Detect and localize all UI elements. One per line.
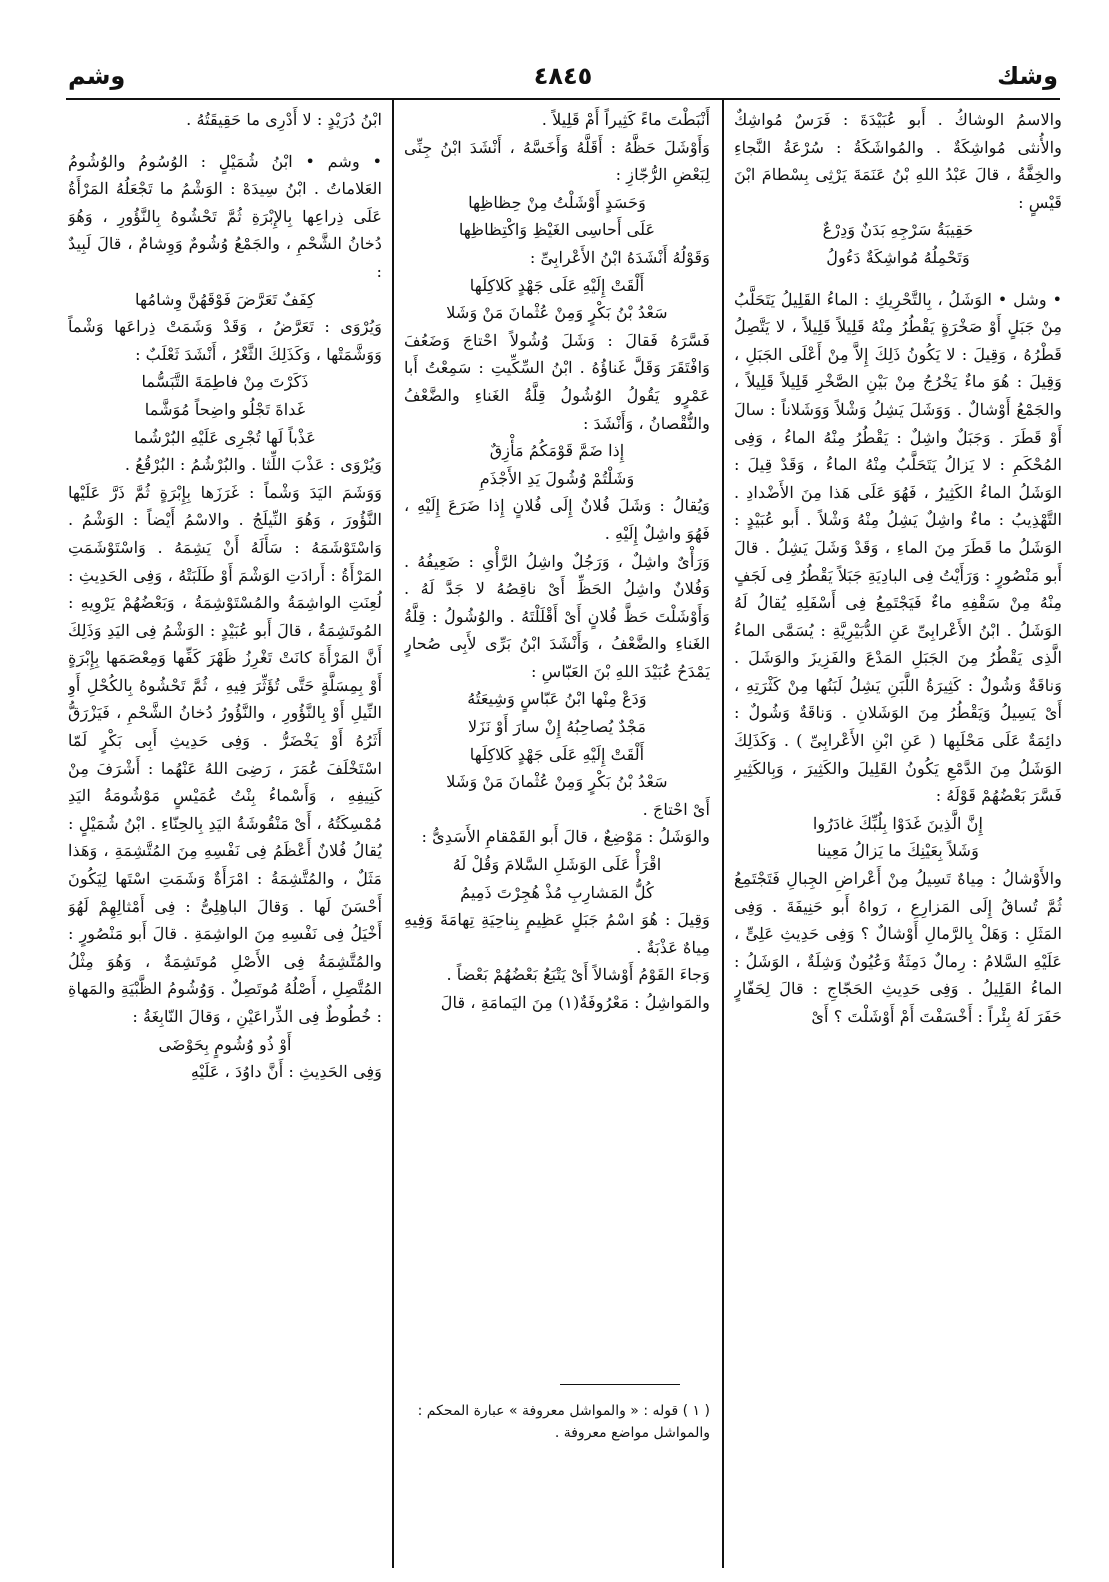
- page-header: [68, 62, 1058, 100]
- verse-line: سَعْدُ بْنُ بَكْرٍ وَمِنْ عُثْمانَ مَنْ وَشَلا: [446, 772, 668, 792]
- paragraph: ابْنُ دُرَيْدٍ : لا أَدْرِى ما حَقِيقَتُهُ .: [186, 110, 382, 129]
- verse-line: اقْرَأْ عَلَى الوَشَلِ السَّلامَ وَقُلْ لَهُ: [452, 855, 662, 875]
- paragraph: والأَوْشالُ : مِياهٌ تَسِيلُ مِنْ أَعْراضِ الجِبالِ فَتَجْتَمِعُ ثُمَّ تُساقُ إِلَى المَزارِعِ ، رَواهُ أَبو حَنِيفَةَ . وَفِى المَثَلِ : وَهَلْ بِالرَّمالِ أَوْشالٌ ؟ وَفِى حَدِيثِ عَلِىٍّ ، عَلَيْهِ السَّلامُ : رِمالٌ دَمِثَةٌ وَعُيُونٌ وَشِلَةٌ ، الوَشَلُ : الماءُ القَلِيلُ . وَفِى حَدِيثِ الحَجّاجِ : قالَ لِحَفّارٍ حَفَرَ لَهُ بِئْراً : أَخْسَفْتَ أَمْ أَوْشَلْتَ ؟ أَىْ: [734, 869, 1062, 1026]
- verse-line: وَشَلاً بِعَيْنِكَ ما يَزالُ مَعِينا: [817, 841, 979, 861]
- paragraph: وَوَشَمَ اليَدَ وَشْماً : غَرَزَها بِإِبْرَةٍ ثُمَّ ذَرَّ عَلَيْها النَّؤُورَ ، وَهُوَ النِّيلَجُ . والاسْمُ أَيْضاً : الوَشْمُ . وَاسْتَوْشَمَهُ : سَأَلَهُ أَنْ يَشِمَهُ . وَاسْتَوْشَمَتِ المَرْأَةُ : أَرادَتِ الوَشْمَ أَوْ طَلَبَتْهُ ، وَفِى الحَدِيثِ : لُعِنَتِ الواشِمَةُ والمُسْتَوْشِمَةُ ، وَبَعْضُهُمْ يَرْوِيهِ : المُوتَشِمَةُ ، قالَ أَبو عُبَيْدٍ : الوَشْمُ فِى اليَدِ وَذَلِكَ أَنَّ المَرْأَةَ كانَتْ تَغْرِزُ ظَهْرَ كَفِّها وَمِعْصَمَها بِإِبْرَةٍ أَوْ بِمِسَلَّةٍ حَتَّى تُؤَثِّرَ فِيهِ ، ثُمَّ تَحْشُوهُ بِالكُحْلِ أَوِ النِّيلِ أَوْ بِالنَّؤُورِ ، والنَّؤُورُ دُخانُ الشَّحْمِ ، فَيَزْرَقُّ أَثَرُهُ أَوْ يَخْضَرُّ . وَفِى حَدِيثِ أَبِى بَكْرٍ لَمّا اسْتَخْلَفَ عُمَرَ ، رَضِىَ اللهُ عَنْهُما : أَشْرَفَ مِنْ كَنِيفِهِ ، وَأَسْماءُ بِنْتُ عُمَيْسٍ مَوْشُومَةُ اليَدِ مُمْسِكَتُهُ ، أَىْ مَنْقُوشَةُ اليَدِ بِالحِنّاءِ . ابْنُ شُمَيْلٍ : يُقالُ فُلانٌ أَعْظَمُ فِى نَفْسِهِ مِنَ المُتَّشِمَةِ ، وَهَذا مَثَلٌ ، والمُتَّشِمَةُ : امْرَأَةٌ وَشَمَتِ اسْتَها لِيَكُونَ أَحْسَنَ لَها . وَقالَ الباهِلِىُّ : فِى أَمْثالِهِمْ لَهُوَ أَخْيَلُ فِى نَفْسِهِ مِنَ الواشِمَةِ . قالَ أَبو مَنْصُورٍ : والمُتَّشِمَةُ فِى الأَصْلِ مُوتَشِمَةٌ ، وَهُوَ مِثْلُ المُتَّصِلِ ، أَصْلُهُ مُوتَصِلٌ . وَوُشُومُ الظَّبْيَةِ والمَهاةِ : خُطُوطٌ فِى الذِّراعَيْنِ ، وَقالَ النّابِغَةُ :: [68, 482, 382, 1026]
- column-divider-right: [722, 98, 724, 1568]
- page-number: ٤٨٤٥: [533, 62, 593, 90]
- verse-line: إِنَّ الَّذِينَ غَدَوْا بِلُبِّكَ غادَرُوا: [812, 813, 984, 833]
- paragraph: والاسمُ الوشاكُ . أَبو عُبَيْدَةَ : فَرَسٌ مُواشِكٌ والأُنثى مُواشِكَةٌ . والمُواشَكَةُ : سُرْعَةُ النَّجاءِ والخِفَّةُ ، قالَ عَبْدُ اللهِ بْنُ عَنَمَةَ يَرْثِى بِسْطامَ ابْنَ قَيْسٍ :: [734, 110, 1062, 212]
- paragraph: وَأَوْشَلَ حَظَّهُ : أَقَلَّهُ وَأَخَسَّهُ ، أَنْشَدَ ابْنُ جِنِّى لِبَعْضِ الرُّجّازِ :: [404, 137, 710, 185]
- header-rule: [66, 98, 1060, 100]
- paragraph: والوَشَلُ : مَوْضِعٌ ، قالَ أَبو القَمْقامِ الأَسَدِىُّ :: [421, 827, 710, 847]
- paragraph: وَقَوْلُهُ أَنْشَدَهُ ابْنُ الأَعْرابِىِّ :: [529, 247, 710, 267]
- verse-line: وَحَسَدٍ أَوْشَلْتُ مِنْ حِظاظِها: [468, 192, 646, 212]
- paragraph: وَفِى الحَدِيثِ : أَنَّ داوُدَ ، عَلَيْهِ: [190, 1062, 382, 1082]
- paragraph: وَجاءَ القَوْمُ أَوْشالاً أَىْ يَتْبَعُ بَعْضُهُمْ بَعْضاً .: [446, 965, 710, 985]
- paragraph: وَرَأْىٌ واشِلٌ ، وَرَجُلٌ واشِلُ الرَّأْىِ : ضَعِيفُهُ . وَفُلانٌ واشِلُ الحَظِّ أَىْ ناقِصُهُ لا جَدَّ لَهُ . وَأَوْشَلْتَ حَظَّ فُلانٍ أَىْ أَقْلَلْتَهُ . والوُشُولُ : قِلَّةُ الغَناءِ والضَّعْفُ ، وَأَنْشَدَ ابْنُ بَرِّى لأَبِى صُحارٍ يَمْدَحُ عُبَيْدَ اللهِ بْنَ العَبّاسِ :: [404, 551, 710, 681]
- paragraph: • وشل • الوَشَلُ ، بِالتَّحْرِيكِ : الماءُ القَلِيلُ يَتَحَلَّبُ مِنْ جَبَلٍ أَوْ صَخْرَةٍ يَقْطُرُ مِنْهُ قَلِيلاً قَلِيلاً ، لا يَتَّصِلُ قَطْرُهُ ، وَقِيلَ : لا يَكُونُ ذَلِكَ إِلاَّ مِنْ أَعْلَى الجَبَلِ ، وَقِيلَ : هُوَ ماءٌ يَخْرُجُ مِنْ بَيْنِ الصَّخْرِ قَلِيلاً قَلِيلاً ، والجَمْعُ أَوْشالٌ . وَوَشَلَ يَشِلُ وَشْلاً وَوَشَلاناً : سالَ أَوْ قَطَرَ . وَجَبَلٌ واشِلٌ : يَقْطُرُ مِنْهُ الماءُ ، وَفِى المُحْكَمِ : لا يَزالُ يَتَحَلَّبُ مِنْهُ الماءُ ، وَقَدْ قِيلَ : الوَشَلُ الماءُ الكَثِيرُ ، فَهُوَ عَلَى هَذا مِنَ الأَضْدادِ . التَّهْذِيبُ : ماءٌ واشِلٌ يَشِلُ مِنْهُ وَشْلاً . أَبو عُبَيْدٍ : الوَشَلُ ما قَطَرَ مِنَ الماءِ ، وَقَدْ وَشَلَ يَشِلُ . قالَ أَبو مَنْصُورٍ : وَرَأَيْتُ فِى البادِيَةِ جَبَلاً يَقْطُرُ فِى لَجَفٍ مِنْهُ مِنْ سَقْفِهِ ماءٌ فَيَجْتَمِعُ فِى أَسْفَلِهِ يُقالُ لَهُ الوَشَلُ . ابْنُ الأَعْرابِىِّ عَنِ الدُّبَيْرِيَّةِ : يُسَمَّى الماءُ الَّذِى يَقْطُرُ مِنَ الجَبَلِ المَدْعَ والفَزِيزَ والوَشَلَ . وَناقَةٌ وَشُولٌ : كَثِيرَةُ اللَّبَنِ يَشِلُ لَبَنُها مِنْ كَثْرَتِهِ ، أَىْ يَسِيلُ وَيَقْطُرُ مِنَ الوَشَلانِ . وَناقَةٌ وَشُولٌ : دائِمَةٌ عَلَى مَحْلَبِها ( عَنِ ابْنِ الأَعْرابِىِّ ) . وَكَذَلِكَ الوَشَلُ مِنَ الدَّمْعِ يَكُونُ القَلِيلَ والكَثِيرَ ، وَبِالكَثِيرِ فَسَّرَ بَعْضُهُمْ قَوْلَهُ :: [734, 289, 1062, 806]
- paragraph: وَيُرْوَى : تَعَرَّضُ ، وَقَدْ وَشَمَتْ ذِراعَها وَشْماً وَوَشَّمَتْها ، وَكَذَلِكَ الثَّغْرُ ، أَنْشَدَ ثَعْلَبٌ :: [68, 317, 382, 364]
- verse-line: عَذْباً لَها تُجْرِى عَلَيْهِ البُرْشُما: [134, 427, 316, 447]
- footnote: ( ١ ) قوله : « والمواشل معروفة » عبارة المحكم : والمواشل مواضع معروفة .: [417, 1403, 710, 1441]
- column-divider-left: [392, 98, 394, 1568]
- verse-line: عَلَى أَحاسِى الغَيْظِ وَاكْتِظاظِها: [458, 220, 656, 240]
- verse-line: حَقِيبَةُ سَرْجِهِ بَدَنٌ وَدِرْعٌ: [822, 220, 974, 240]
- verse-line: وَتَحْمِلُهُ مُواشِكَةٌ دَءُولُ: [826, 247, 970, 267]
- paragraph-gap: [734, 272, 1062, 286]
- verse-line: سَعْدُ بْنُ بَكْرٍ وَمِنْ عُثْمانَ مَنْ وَشَلا: [446, 303, 668, 323]
- verse-line: مَجْدٌ يُصاحِبُهُ إِنْ سارَ أَوْ نَزَلا: [467, 717, 647, 737]
- verse-line: ذَكَرْتَ مِنْ فاطِمَةَ التَّبَسُّما: [141, 372, 309, 392]
- verse-line: إِذا ضَمَّ قَوْمَكُمُ مَأْزِقٌ: [489, 441, 625, 461]
- verse-line: أَلْقَتْ إِلَيْهِ عَلَى جَهْدٍ كَلاكِلَها: [469, 275, 645, 295]
- column-right: [734, 106, 1062, 1566]
- paragraph: وَيُرْوَى : عَذْبَ اللِّثا . والبُرْشُمُ : البُرْقُعُ .: [124, 455, 382, 475]
- paragraph: وَيُقالُ : وَشَلَ فُلانٌ إِلَى فُلانٍ إِذا ضَرَعَ إِلَيْهِ ، فَهُوَ واشِلٌ إِلَيْهِ .: [404, 496, 710, 543]
- paragraph: فَسَّرَهُ فَقالَ : وَشَلَ وُشُولاً احْتاجَ وَضَعُفَ وَافْتَقَرَ وَقَلَّ غَناؤُهُ . ابْنُ السِّكِّيتِ : سَمِعْتُ أَبا عَمْرٍو يَقُولُ الوُشُولُ قِلَّةُ الغَناءِ والضَّعْفُ والنُّقْصانُ ، وَأَنْشَدَ :: [404, 330, 710, 433]
- verse-line: أَلْقَتْ إِلَيْهِ عَلَى جَهْدٍ كَلاكِلَها: [469, 744, 645, 764]
- verse-line: وَشَلْتُمْ وُشُولَ يَدِ الأَجْذَمِ: [479, 468, 635, 488]
- verse-line: غَداةَ تَجْلُو واضِحاً مُوَشَّما: [144, 399, 306, 419]
- paragraph: أَنْبَطْتَ ماءً كَثِيراً أَمْ قَلِيلاً .: [541, 110, 710, 129]
- paragraph-gap: [68, 134, 382, 148]
- paragraph: أَىْ احْتاجَ .: [642, 799, 710, 819]
- paragraph: • وشم • ابْنُ شُمَيْلٍ : الوُسُومُ والوُشُومُ العَلاماتُ . ابْنُ سِيدَهْ : الوَشْمُ ما تَجْعَلُهُ المَرْأَةُ عَلَى ذِراعِها بِالإِبْرَةِ ثُمَّ تَحْشُوهُ بِالنَّؤُورِ ، وَهُوَ دُخانُ الشَّحْمِ ، والجَمْعُ وُشُومٌ وَوِشامٌ ، قالَ لَبِيدٌ :: [68, 151, 382, 281]
- paragraph: والمَواشِلُ : مَعْرُوفَةٌ(١) مِنَ اليَمامَةِ ، قالَ: [440, 993, 710, 1012]
- paragraph: وَقِيلَ : هُوَ اسْمُ جَبَلٍ عَظِيمٍ بِناحِيَةِ تِهامَةَ وَفِيهِ مِياهٌ عَذْبَةٌ .: [404, 910, 710, 957]
- verse-line: أَوْ ذُو وُشُومٍ بِحَوْضَى: [158, 1034, 292, 1054]
- header-right-word: وشك: [997, 62, 1058, 90]
- column-left: [68, 106, 382, 1566]
- footnote-rule: [560, 1384, 680, 1385]
- verse-line: كُلُّ المَشارِبِ مُذْ هُجِرْتَ ذَمِيمُ: [460, 882, 654, 902]
- verse-line: كِفَفٌ تَعَرَّضَ فَوْقَهُنَّ وِشامُها: [135, 289, 315, 309]
- header-left-word: وشم: [68, 62, 126, 90]
- verse-line: وَدَعْ مِنْها ابْنُ عَبّاسٍ وَشِيعَتُهُ: [467, 689, 647, 709]
- column-middle: [404, 106, 710, 1332]
